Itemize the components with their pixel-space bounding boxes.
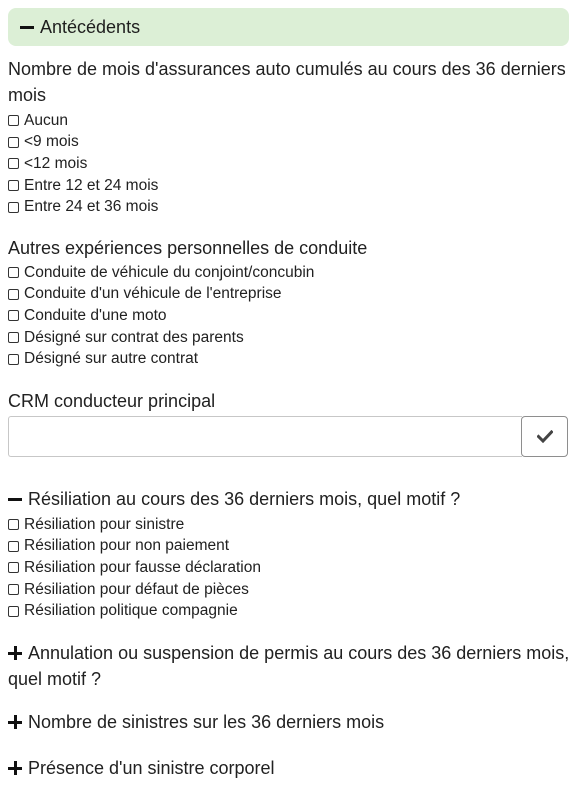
- option-label: Désigné sur autre contrat: [24, 350, 199, 368]
- checkbox[interactable]: [8, 519, 19, 530]
- question-sinistre-corporel-label: Présence d'un sinistre corporel: [28, 758, 275, 778]
- option-label: Conduite d'une moto: [24, 306, 167, 324]
- crm-input[interactable]: [8, 416, 522, 457]
- plus-icon: [8, 715, 22, 729]
- option-label: Résiliation pour fausse déclaration: [24, 558, 261, 576]
- option-lt-9-mois[interactable]: [8, 132, 158, 154]
- plus-icon: [8, 761, 22, 775]
- checkbox[interactable]: [8, 310, 19, 321]
- crm-confirm-button[interactable]: [521, 416, 568, 457]
- question-annulation[interactable]: [8, 640, 569, 692]
- option-autre-contrat[interactable]: [8, 348, 314, 370]
- checkbox[interactable]: [8, 158, 19, 169]
- option-resiliation-sinistre[interactable]: [8, 514, 261, 536]
- option-label: Aucun: [24, 111, 68, 129]
- minus-icon: [20, 26, 34, 29]
- question-line-2: mois: [8, 85, 47, 105]
- option-contrat-parents[interactable]: [8, 327, 314, 349]
- option-label: Entre 24 et 36 mois: [24, 198, 159, 216]
- option-label: Résiliation pour sinistre: [24, 515, 185, 533]
- checkbox[interactable]: [8, 267, 19, 278]
- option-resiliation-non-paiement[interactable]: [8, 536, 261, 558]
- option-resiliation-politique-compagnie[interactable]: [8, 600, 261, 622]
- minus-icon: [8, 498, 22, 501]
- checkbox[interactable]: [8, 606, 19, 617]
- question-other-experience: Autres expériences personnelles de conduite: [8, 238, 368, 258]
- options-months-insured: [8, 110, 158, 218]
- checkbox[interactable]: [8, 562, 19, 573]
- option-label: Conduite de véhicule du conjoint/concubin: [24, 263, 315, 281]
- check-icon: [537, 430, 553, 443]
- plus-icon: [8, 646, 22, 660]
- question-resiliation-label: Résiliation au cours des 36 derniers mois, quel motif ?: [28, 489, 461, 509]
- option-resiliation-fausse-declaration[interactable]: [8, 557, 261, 579]
- checkbox[interactable]: [8, 115, 19, 126]
- question-months-insured: [8, 56, 566, 108]
- option-label: Désigné sur contrat des parents: [24, 328, 244, 346]
- option-12-24-mois[interactable]: [8, 175, 158, 197]
- checkbox[interactable]: [8, 332, 19, 343]
- question-annulation-line-2: quel motif ?: [8, 669, 102, 689]
- option-lt-12-mois[interactable]: [8, 153, 158, 175]
- section-header-antecedents[interactable]: [8, 8, 569, 46]
- question-annulation-line-1: Annulation ou suspension de permis au cours des 36 derniers mois,: [28, 643, 570, 663]
- crm-label: CRM conducteur principal: [8, 391, 216, 411]
- checkbox[interactable]: [8, 354, 19, 365]
- option-24-36-mois[interactable]: [8, 196, 158, 218]
- question-nombre-sinistres-label: Nombre de sinistres sur les 36 derniers mois: [28, 712, 385, 732]
- question-nombre-sinistres[interactable]: [8, 709, 384, 735]
- checkbox[interactable]: [8, 541, 19, 552]
- options-resiliation: [8, 514, 261, 622]
- question-line-1: Nombre de mois d'assurances auto cumulés au cours des 36 derniers: [8, 59, 566, 79]
- section-header-label: Antécédents: [40, 16, 141, 37]
- option-moto[interactable]: [8, 305, 314, 327]
- checkbox[interactable]: [8, 584, 19, 595]
- question-resiliation[interactable]: [8, 486, 460, 512]
- option-label: Résiliation politique compagnie: [24, 602, 238, 620]
- option-label: Résiliation pour non paiement: [24, 537, 230, 555]
- checkbox[interactable]: [8, 202, 19, 213]
- checkbox[interactable]: [8, 289, 19, 300]
- option-resiliation-defaut-pieces[interactable]: [8, 579, 261, 601]
- checkbox[interactable]: [8, 137, 19, 148]
- question-sinistre-corporel[interactable]: [8, 755, 275, 781]
- checkbox[interactable]: [8, 180, 19, 191]
- option-label: Conduite d'un véhicule de l'entreprise: [24, 285, 282, 303]
- option-label: Résiliation pour défaut de pièces: [24, 580, 249, 598]
- option-label: Entre 12 et 24 mois: [24, 176, 159, 194]
- option-conjoint[interactable]: [8, 262, 314, 284]
- option-label: <12 mois: [24, 154, 88, 172]
- option-entreprise[interactable]: [8, 284, 314, 306]
- options-other-experience: [8, 262, 314, 370]
- option-aucun[interactable]: [8, 110, 158, 132]
- option-label: <9 mois: [24, 133, 79, 151]
